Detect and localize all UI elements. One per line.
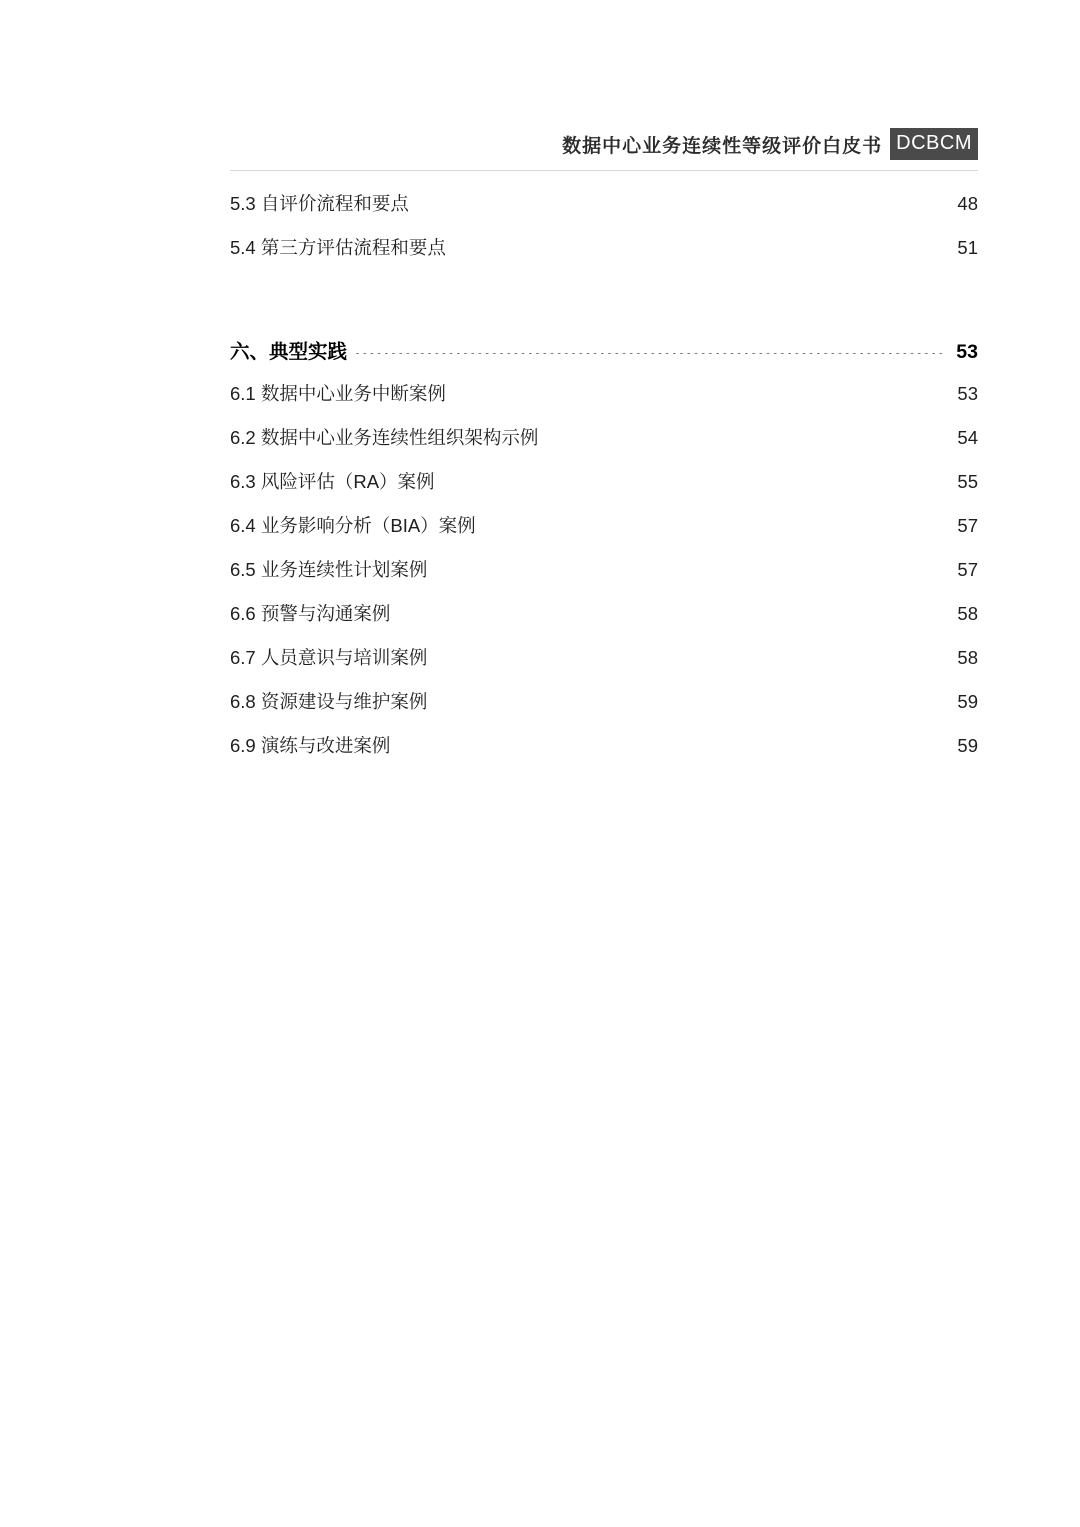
toc-leader-dots bbox=[398, 615, 946, 616]
toc-group-6 bbox=[230, 336, 978, 776]
header-divider bbox=[230, 170, 978, 171]
toc-entry[interactable] bbox=[230, 732, 978, 776]
toc-page-number: 55 bbox=[957, 471, 978, 492]
toc-entry[interactable] bbox=[230, 468, 978, 512]
toc-entry-label: 六、典型实践 bbox=[230, 341, 348, 363]
toc-entry-label: 6.8 资源建设与维护案例 bbox=[230, 691, 428, 712]
toc-entry-label: 6.7 人员意识与培训案例 bbox=[230, 647, 428, 668]
toc-page-number: 57 bbox=[957, 559, 978, 580]
toc-leader-dots bbox=[484, 527, 946, 528]
toc-page-number: 59 bbox=[957, 691, 978, 712]
toc-page-number: 48 bbox=[957, 193, 978, 214]
toc-entry-label: 5.3 自评价流程和要点 bbox=[230, 193, 409, 214]
toc-page-number: 59 bbox=[957, 735, 978, 756]
toc-entry[interactable] bbox=[230, 190, 978, 234]
page-header bbox=[230, 128, 978, 160]
toc-entry-label: 6.5 业务连续性计划案例 bbox=[230, 559, 428, 580]
toc-leader-dots bbox=[454, 249, 946, 250]
toc-leader-dots bbox=[398, 747, 946, 748]
toc-entry-label: 6.1 数据中心业务中断案例 bbox=[230, 383, 446, 404]
toc-page-number: 53 bbox=[956, 341, 978, 363]
toc-entry-label: 6.4 业务影响分析（BIA）案例 bbox=[230, 515, 476, 536]
header-title: 数据中心业务连续性等级评价白皮书 bbox=[562, 135, 883, 157]
toc-leader-dots bbox=[355, 353, 946, 354]
table-of-contents bbox=[230, 190, 978, 776]
toc-entry[interactable] bbox=[230, 424, 978, 468]
toc-entry-label: 6.6 预警与沟通案例 bbox=[230, 603, 391, 624]
toc-leader-dots bbox=[435, 703, 946, 704]
toc-entry[interactable] bbox=[230, 644, 978, 688]
toc-page-number: 54 bbox=[957, 427, 978, 448]
toc-entry-section[interactable] bbox=[230, 336, 978, 380]
toc-entry[interactable] bbox=[230, 556, 978, 600]
toc-entry[interactable] bbox=[230, 234, 978, 278]
toc-entry[interactable] bbox=[230, 380, 978, 424]
toc-page-number: 51 bbox=[957, 237, 978, 258]
toc-entry-label: 6.2 数据中心业务连续性组织架构示例 bbox=[230, 427, 539, 448]
toc-leader-dots bbox=[417, 205, 946, 206]
toc-group-spacer bbox=[230, 278, 978, 336]
toc-leader-dots bbox=[546, 439, 946, 440]
header-badge: DCBCM bbox=[890, 128, 978, 160]
toc-leader-dots bbox=[435, 659, 946, 660]
toc-entry[interactable] bbox=[230, 512, 978, 556]
toc-entry-label: 6.3 风险评估（RA）案例 bbox=[230, 471, 435, 492]
toc-entry-label: 6.9 演练与改进案例 bbox=[230, 735, 391, 756]
toc-page-number: 53 bbox=[957, 383, 978, 404]
toc-page-number: 58 bbox=[957, 647, 978, 668]
toc-entry[interactable] bbox=[230, 688, 978, 732]
toc-entry-label: 5.4 第三方评估流程和要点 bbox=[230, 237, 446, 258]
toc-page-number: 57 bbox=[957, 515, 978, 536]
toc-leader-dots bbox=[435, 571, 946, 572]
toc-leader-dots bbox=[443, 483, 946, 484]
toc-page-number: 58 bbox=[957, 603, 978, 624]
toc-leader-dots bbox=[454, 395, 946, 396]
toc-group-5 bbox=[230, 190, 978, 278]
toc-entry[interactable] bbox=[230, 600, 978, 644]
